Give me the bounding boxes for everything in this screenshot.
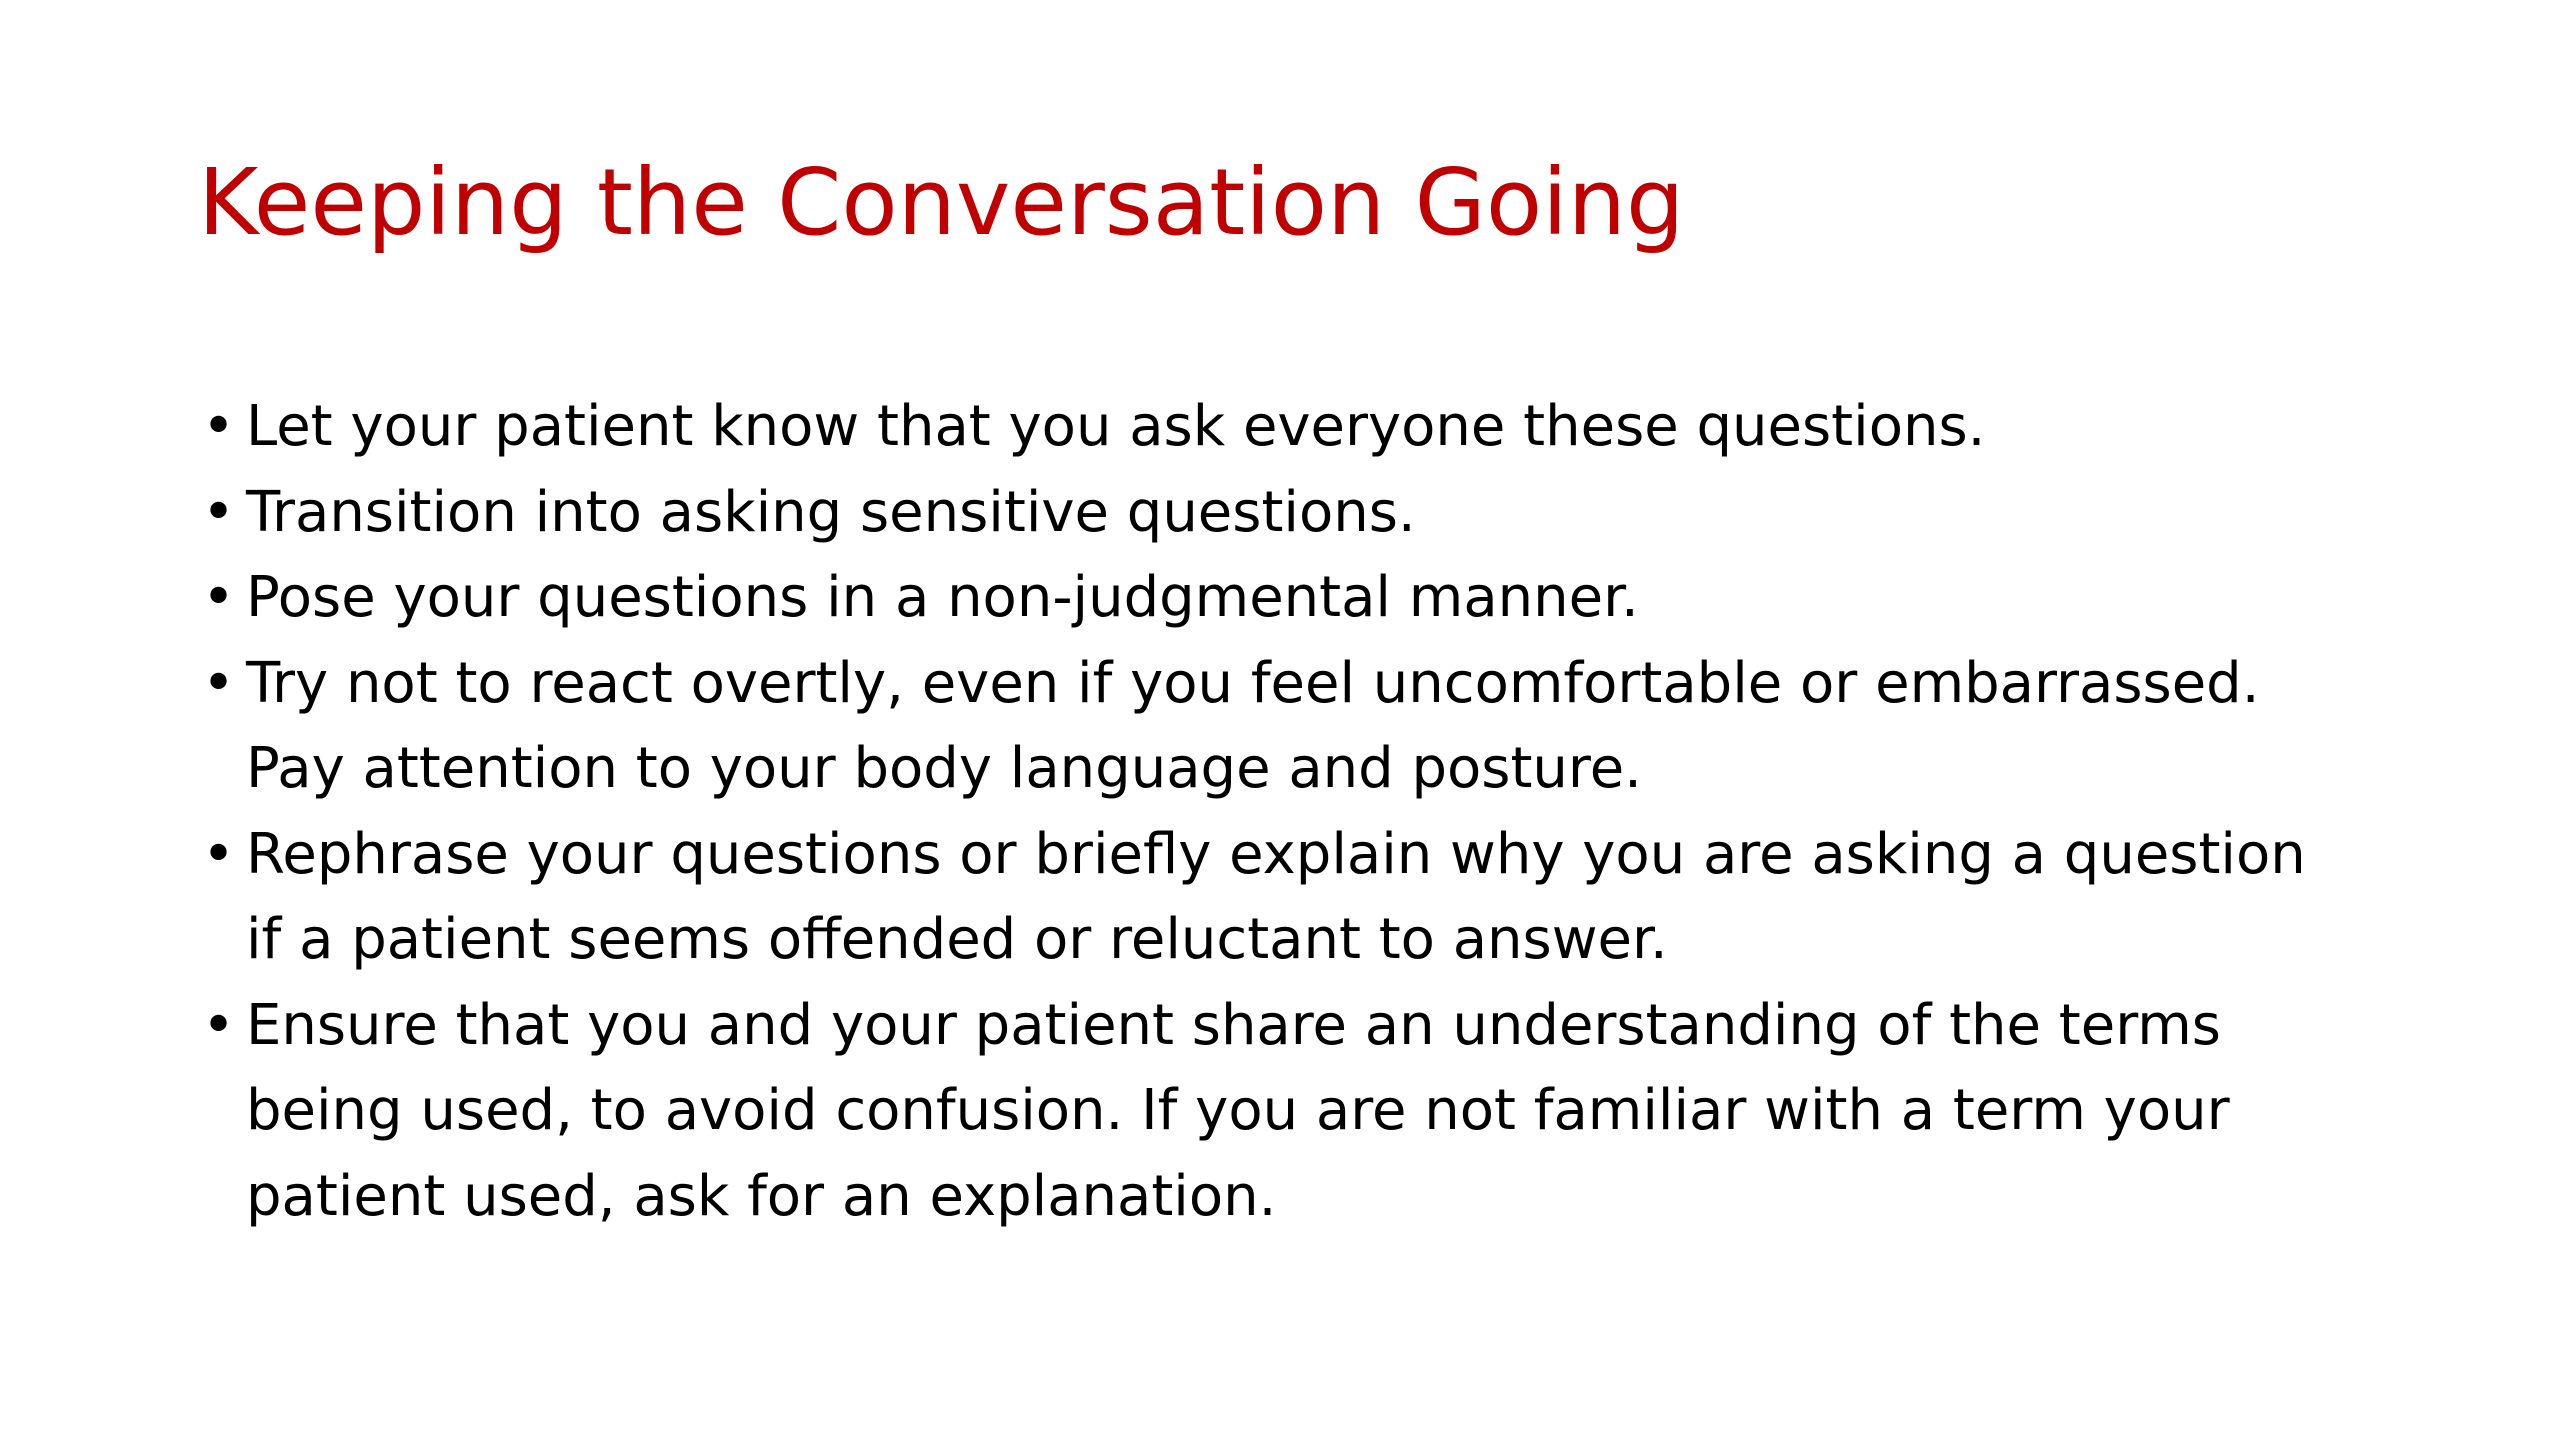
bullet-item <box>198 641 2318 812</box>
bullet-text: Try not to react overtly, even if you feel uncomfortable or embarrassed. Pay attention to your body language and posture. <box>246 650 2260 801</box>
bullet-item <box>198 384 2318 470</box>
bullet-text: Ensure that you and your patient share an understanding of the terms being used, to avoid confusion. If you are not familiar with a term your patient used, ask for an explanation. <box>246 992 2230 1229</box>
bullet-dot-icon: • <box>202 650 236 716</box>
bullet-dot-icon: • <box>202 821 236 887</box>
bullet-text: Let your patient know that you ask everyone these questions. <box>246 394 1986 459</box>
bullet-dot-icon: • <box>202 992 236 1058</box>
bullet-item <box>198 555 2318 641</box>
bullet-item <box>198 470 2318 556</box>
bullet-list <box>198 384 2318 1239</box>
bullet-dot-icon: • <box>202 479 236 545</box>
bullet-text: Rephrase your questions or briefly explain why you are asking a question if a patient seems offended or reluctant to answer. <box>246 821 2306 972</box>
bullet-text: Pose your questions in a non-judgmental manner. <box>246 565 1639 630</box>
slide-title: Keeping the Conversation Going <box>198 149 1685 256</box>
bullet-dot-icon: • <box>202 565 236 630</box>
bullet-dot-icon: • <box>202 394 236 459</box>
bullet-text: Transition into asking sensitive questions. <box>246 479 1416 545</box>
bullet-item <box>198 812 2318 983</box>
bullet-item <box>198 983 2318 1240</box>
